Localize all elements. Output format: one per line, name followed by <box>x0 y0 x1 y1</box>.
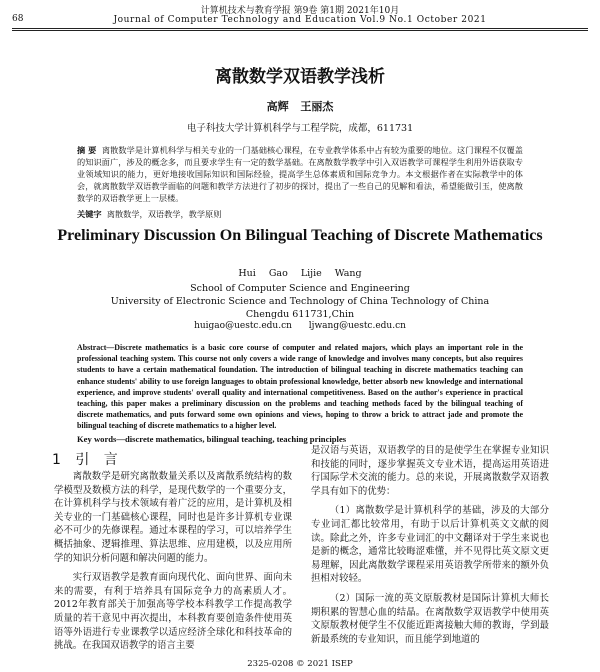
authors-cn: 高辉 王丽杰 <box>266 100 334 113</box>
right-paragraph-2: （1）离散数学是计算机科学的基础，涉及的大部分专业词汇都比较常用，有助于以后计算机英文文献的阅读。除此之外，许多专业词汇的中文翻译对于学生来说也是新的概念，通常比较晦涩难懂，并不见得比英文原文更易理解，因此离散数学课程采用英语教学所带来的额外负担相对较轻。 <box>311 505 549 585</box>
left-paragraph-1: 离散数学是研究离散数量关系以及离散系统结构的数学模型及数模方法的科学，是现代数学的一个重要分支，在计算机科学与技术领域有着广泛的应用，是计算机及相关专业的一门基础核心课程，同时也是许多计算机专业课必不可少的先修课程。通过本课程的学习，可以培养学生概括抽象、逻辑推理、算法思维、应用建模，以及应用所学的知识分析问题和解决问题的能力。 <box>54 471 292 564</box>
section-1-heading: 1 引 言 <box>52 452 118 468</box>
authors-en: Hui Gao Lijie Wang <box>238 268 362 279</box>
right-paragraph-3: （2）国际一流的英文原版教材是国际计算机大师长期积累的智慧心血的结晶。在离散数学双语教学中使用英文原版教材便学生不仅能近距离接触大师的教诲，学到最新最系统的专业知识，而且能学到地道的 <box>311 592 549 645</box>
title-en: Preliminary Discussion On Bilingual Teaching of Discrete Mathematics <box>57 227 543 244</box>
abstract-cn-text: 离散数学是计算机科学与相关专业的一门基础核心课程，在专业教学体系中占有较为重要的地位。这门课程不仅覆盖的知识面广，涉及的概念多，而且要求学生有一定的数学基础。在离散数学教学中引入双语教学可课程学生利用外语获取专业领域知识的能力，更好地接收国际知识和国际经验，提高学生总体素质和国际竞争力。本文根据作者在实际教学中的体会，就离散数学双语教学面临的问题和教学方法进行了初步的探讨，提出了一些自己的见解和看法，希望能做引玉，使离散数学的双语教学更上一层楼。 <box>77 145 523 203</box>
affiliation-cn: 电子科技大学计算机科学与工程学院，成都，611731 <box>186 123 414 134</box>
university-en: University of Electronic Science and Technology of China Technology of China <box>110 296 490 307</box>
author-emails: huigao@uestc.edu.cn ljwang@uestc.edu.cn <box>194 321 406 331</box>
running-header <box>0 0 600 36</box>
journal-name-cn: 计算机技术与教育学报 第9卷 第1期 2021年10月 <box>200 6 400 16</box>
title-cn: 离散数学双语教学浅析 <box>215 67 385 87</box>
right-paragraph-1: 是汉语与英语，双语教学的目的是使学生在掌握专业知识和技能的同时，逐步掌握英文专业术语，提高运用英语进行国际学术交流的能力。总的来说，开展离散数学双语教学具有如下的优势： <box>311 445 549 497</box>
keywords-cn-text: 离散数学，双语教学，教学原则 <box>106 209 222 219</box>
journal-name-en: Journal of Computer Technology and Education Vol.9 No.1 October 2021 <box>113 15 487 25</box>
left-paragraph-2: 实行双语教学是教育面向现代化、面向世界、面向未来的需要，有利于培养具有国际竞争力的高素质人才。2012年教育部关于加强高等学校本科教学工作提高教学质量的若干意见中再次提出，本科教育要创造条件使用英语等外语进行专业课教学以适应经济全球化和科技革命的挑战。在我国双语教学的语言主要 <box>54 572 292 652</box>
left-column <box>54 470 292 653</box>
keywords-cn-label: 关键字 <box>77 209 102 219</box>
school-en: School of Computer Science and Engineering <box>190 283 410 294</box>
footer-copyright: 2325-0208 © 2021 ISEP <box>247 659 353 669</box>
page-number: 68 <box>12 14 24 24</box>
keywords-cn <box>77 208 523 220</box>
abstract-cn-label: 摘 要 <box>77 145 97 155</box>
abstract-en: Abstract—Discrete mathematics is a basic core course of computer and related majors, which plays an important role in the professional teaching system. This course not only covers a wide range of knowledge and involves many concepts, but also requires students to have a certain mathematical foundation. The introduction of bilingual teaching in discrete mathematics teaching can enhance students' ability to use foreign languages to obtain professional knowledge, better absorb new knowledge and international experience, and improve students' overall quality and international competitiveness. Based on the author's experience in practical teaching, this paper makes a preliminary discussion on the problems and teaching methods faced by the bilingual teaching of discrete mathematics, and puts forward some own opinions and views, hoping to throw a brick to attract jade and promote the bilingual teaching of discrete mathematics to a higher level. <box>77 343 523 431</box>
header-rule <box>12 28 588 31</box>
right-column <box>311 444 549 646</box>
city-en: Chengdu 611731,Chin <box>245 309 355 320</box>
keywords-en: Key words—discrete mathematics, bilingual teaching, teaching principles <box>77 434 347 444</box>
abstract-cn <box>77 144 523 204</box>
